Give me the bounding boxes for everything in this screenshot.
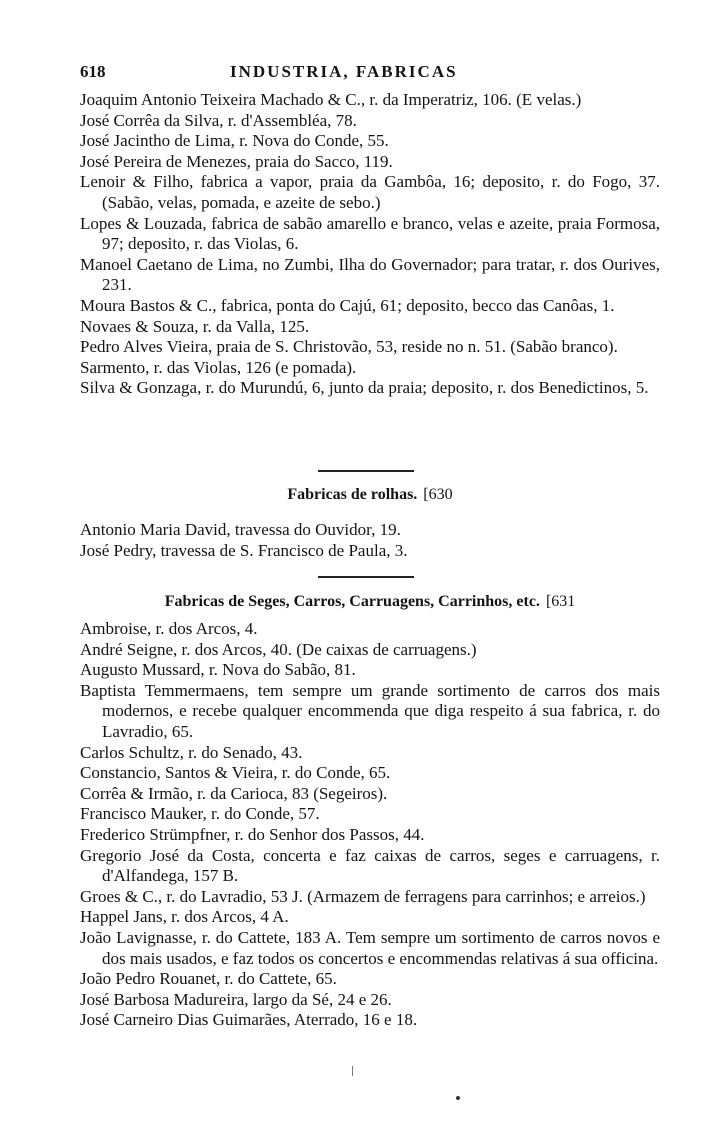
list-item: Francisco Mauker, r. do Conde, 57. — [80, 804, 320, 824]
list-item: Carlos Schultz, r. do Senado, 43. — [80, 742, 303, 762]
list-item: Lopes & Louzada, fabrica de sabão amarello e branco, velas e azeite, praia Formosa, 97; deposito, r. das Violas, 6. — [80, 213, 660, 254]
list-item: Corrêa & Irmão, r. da Carioca, 83 (Segeiros). — [80, 783, 388, 803]
section-carriage-factories — [80, 591, 660, 1031]
list-item: José Barbosa Madureira, largo da Sé, 24 e 26. — [80, 989, 392, 1009]
list-item: Constancio, Santos & Vieira, r. do Conde, 65. — [80, 763, 391, 783]
list-item: Joaquim Antonio Teixeira Machado & C., r. da Imperatriz, 106. (E velas.) — [80, 90, 582, 109]
section-ref: [631 — [545, 593, 576, 610]
section-divider — [318, 576, 414, 578]
list-item: Ambroise, r. dos Arcos, 4. — [80, 619, 258, 638]
list-item: Moura Bastos & C., fabrica, ponta do Cajú, 61; deposito, becco das Canôas, 1. — [80, 295, 615, 315]
list-item: Novaes & Souza, r. da Valla, 125. — [80, 316, 310, 336]
section-divider — [318, 470, 414, 472]
list-item: João Pedro Rouanet, r. do Cattete, 65. — [80, 969, 337, 989]
list-item: José Pedry, travessa de S. Francisco de Paula, 3. — [80, 540, 408, 560]
list-item: Happel Jans, r. dos Arcos, 4 A. — [80, 907, 289, 927]
list-item: Gregorio José da Costa, concerta e faz caixas de carros, seges e carruagens, r. d'Alfandega, 157 B. — [80, 845, 660, 886]
list-item: Frederico Strümpfner, r. do Senhor dos Passos, 44. — [80, 824, 425, 844]
list-item: Manoel Caetano de Lima, no Zumbi, Ilha do Governador; para tratar, r. dos Ourives, 231. — [80, 254, 660, 295]
print-speck — [352, 1066, 353, 1076]
section-soap-list — [80, 90, 660, 399]
print-speck — [456, 1096, 460, 1100]
running-head: INDUSTRIA, FABRICAS — [230, 62, 458, 81]
list-item: José Corrêa da Silva, r. d'Assembléa, 78. — [80, 110, 357, 130]
list-item: Baptista Temmermaens, tem sempre um grande sortimento de carros dos mais modernos, e recebe qualquer encommenda que diga respeito á sua fabrica, r. do Lavradio, 65. — [80, 680, 660, 741]
list-item: Augusto Mussard, r. Nova do Sabão, 81. — [80, 660, 356, 680]
section-cork-factories — [80, 484, 660, 561]
list-item: João Lavignasse, r. do Cattete, 183 A. Tem sempre um sortimento de carros novos e dos mais usados, e faz todos os concertos e encommendas relativas á sua officina. — [80, 927, 660, 968]
section-title — [80, 591, 660, 613]
list-item: Pedro Alves Vieira, praia de S. Christovão, 53, reside no n. 51. (Sabão branco). — [80, 337, 618, 357]
list-item: José Carneiro Dias Guimarães, Aterrado, 16 e 18. — [80, 1010, 418, 1030]
list-item: Silva & Gonzaga, r. do Murundú, 6, junto da praia; deposito, r. dos Benedictinos, 5. — [80, 378, 649, 398]
list-item: José Pereira de Menezes, praia do Sacco, 119. — [80, 151, 393, 171]
list-item: Antonio Maria David, travessa do Ouvidor, 19. — [80, 520, 401, 539]
list-item: André Seigne, r. dos Arcos, 40. (De caixas de carruagens.) — [80, 639, 477, 659]
list-item: José Jacintho de Lima, r. Nova do Conde, 55. — [80, 131, 389, 151]
page-number: 618 — [80, 62, 106, 81]
section-title-text: Fabricas de Seges, Carros, Carruagens, Carrinhos, etc. — [164, 593, 540, 610]
section-title-text: Fabricas de rolhas. — [287, 486, 418, 503]
section-ref: [630 — [423, 486, 453, 503]
section-title — [80, 484, 660, 506]
list-item: Groes & C., r. do Lavradio, 53 J. (Armazem de ferragens para carrinhos; e arreios.) — [80, 886, 646, 906]
list-item: Sarmento, r. das Violas, 126 (e pomada). — [80, 357, 357, 377]
page-header — [80, 62, 655, 86]
list-item: Lenoir & Filho, fabrica a vapor, praia da Gambôa, 16; deposito, r. do Fogo, 37. (Sabão, velas, pomada, e azeite de sebo.) — [80, 172, 660, 212]
